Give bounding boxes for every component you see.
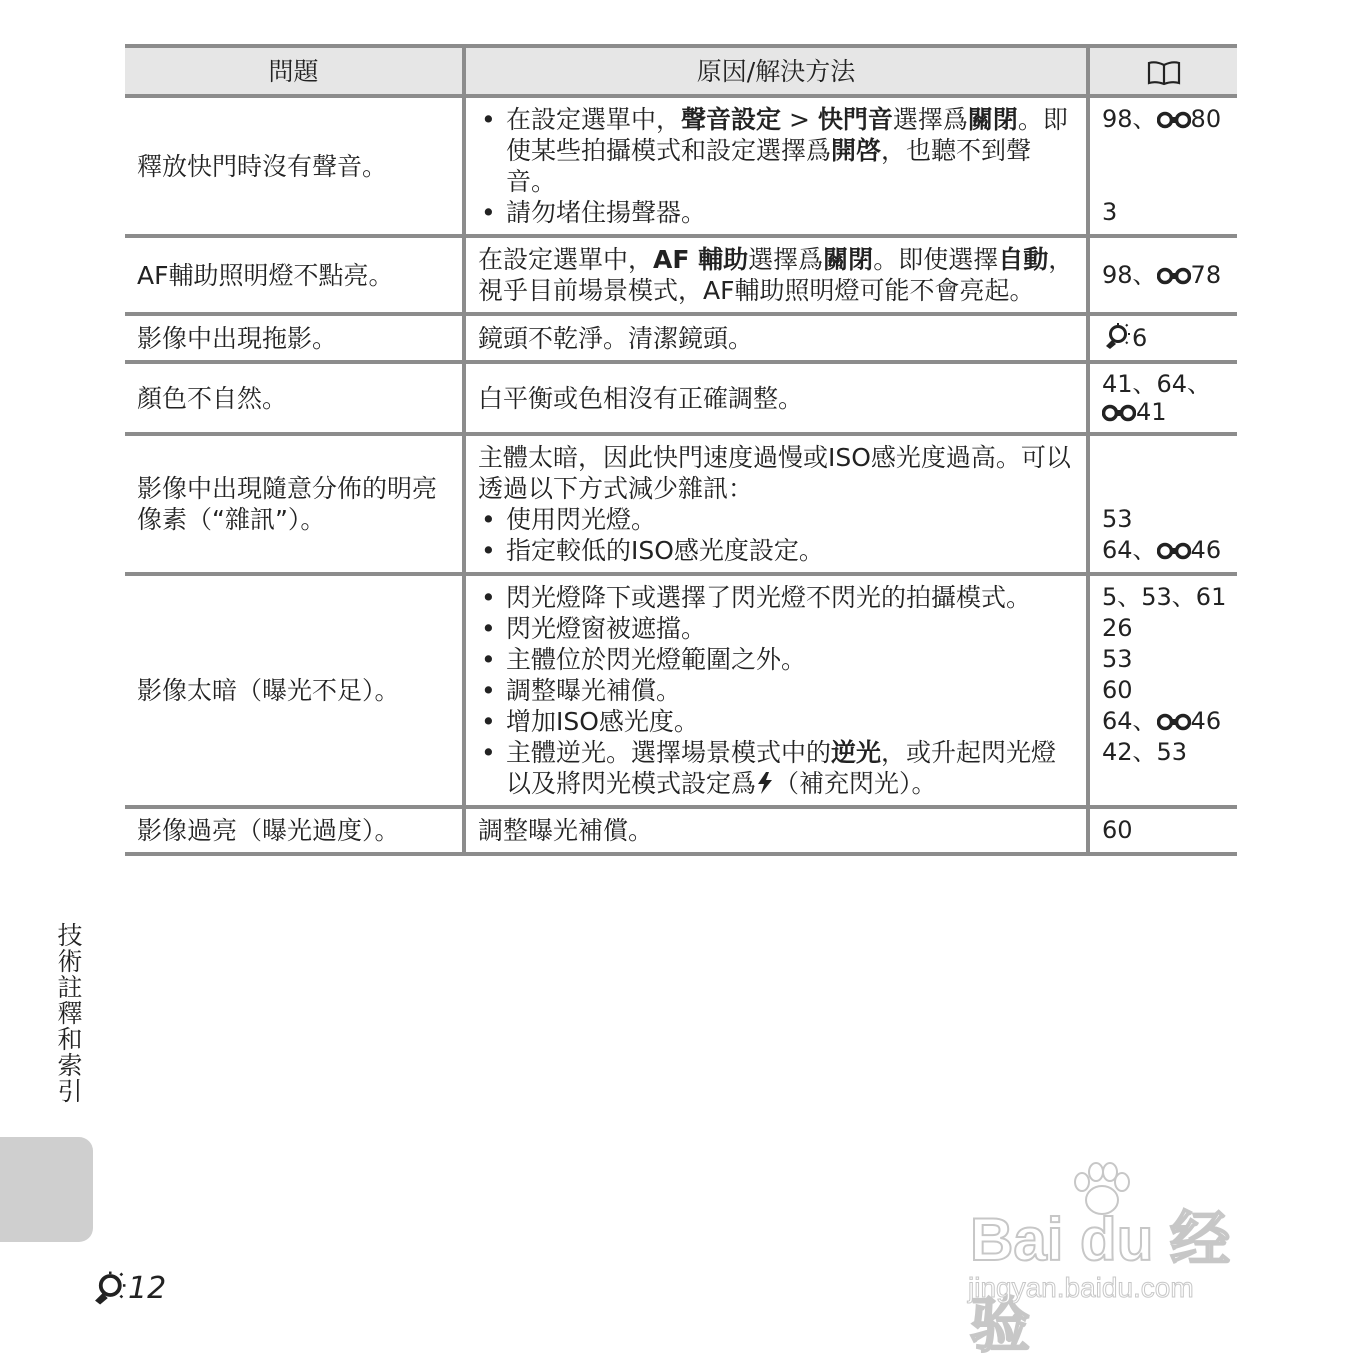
reference-link[interactable]: 60 — [1102, 816, 1133, 844]
reference-link-icon — [1157, 267, 1191, 285]
technical-notes-icon — [90, 1270, 128, 1306]
reference-cell — [1088, 236, 1237, 314]
watermark-brand: Bai du 经验 — [970, 1206, 1231, 1359]
cause-cell: 調整曝光補償。 — [464, 807, 1088, 854]
list-item: • 調整曝光補償。 — [478, 675, 1076, 706]
section-tab — [0, 1137, 93, 1242]
watermark-url: jingyan.baidu.com — [968, 1272, 1194, 1303]
table-row — [125, 314, 1237, 362]
page-number — [90, 1270, 166, 1306]
reference-link[interactable]: 42、53 — [1102, 738, 1188, 766]
reference-cell — [1088, 96, 1237, 236]
reference-link[interactable]: 53 — [1102, 505, 1133, 533]
book-icon — [1147, 60, 1181, 86]
reference-link[interactable]: 6 — [1102, 322, 1227, 354]
table-row — [125, 807, 1237, 854]
problem-cell: 影像中出現拖影。 — [125, 314, 464, 362]
reference-link-icon — [1102, 404, 1136, 422]
cause-cell — [464, 574, 1088, 807]
table-row — [125, 96, 1237, 236]
cause-intro: 主體太暗，因此快門速度過慢或ISO感光度過高。可以透過以下方式減少雜訊： — [478, 443, 1071, 503]
troubleshooting-table — [125, 44, 1237, 856]
list-item: • 增加ISO感光度。 — [478, 706, 1076, 737]
cause-cell — [464, 434, 1088, 574]
reference-link[interactable]: 53 — [1102, 645, 1133, 673]
list-item: • 請勿堵住揚聲器。 — [478, 197, 1076, 228]
table-row — [125, 434, 1237, 574]
reference-link-icon — [1157, 542, 1191, 560]
cause-cell: 鏡頭不乾淨。清潔鏡頭。 — [464, 314, 1088, 362]
fill-flash-icon — [756, 771, 774, 795]
reference-cell — [1088, 434, 1237, 574]
reference-cell — [1088, 574, 1237, 807]
cause-cell: 白平衡或色相沒有正確調整。 — [464, 362, 1088, 434]
table-header-row — [125, 46, 1237, 96]
table-row — [125, 574, 1237, 807]
problem-cell: 影像太暗（曝光不足）。 — [125, 574, 464, 807]
list-item: • 閃光燈窗被遮擋。 — [478, 613, 1076, 644]
problem-cell: AF輔助照明燈不點亮。 — [125, 236, 464, 314]
header-reference — [1088, 46, 1237, 96]
problem-cell: 顏色不自然。 — [125, 362, 464, 434]
problem-cell: 釋放快門時沒有聲音。 — [125, 96, 464, 236]
reference-link-icon — [1157, 713, 1191, 731]
reference-link[interactable]: 26 — [1102, 614, 1133, 642]
baidu-watermark — [962, 1160, 1282, 1359]
reference-cell — [1088, 807, 1237, 854]
list-item: • 指定較低的ISO感光度設定。 — [478, 535, 1076, 566]
technical-notes-icon — [1102, 322, 1132, 350]
reference-cell — [1088, 362, 1237, 434]
reference-link[interactable]: 41 — [1102, 398, 1227, 426]
reference-link[interactable]: 60 — [1102, 676, 1133, 704]
cause-cell: 在設定選單中，AF 輔助選擇爲關閉。即使選擇自動，視乎目前場景模式，AF輔助照明燈可能不會亮起。 — [464, 236, 1088, 314]
reference-link[interactable]: 64、 46 — [1102, 536, 1222, 564]
list-item: • 使用閃光燈。 — [478, 504, 1076, 535]
table-row — [125, 362, 1237, 434]
header-problem: 問題 — [125, 46, 464, 96]
list-item: • 在設定選單中，聲音設定 > 快門音選擇爲關閉。即使某些拍攝模式和設定選擇爲開啓，也聽不到聲音。 — [478, 104, 1076, 197]
problem-cell: 影像中出現隨意分佈的明亮像素（“雜訊”）。 — [125, 434, 464, 574]
cause-cell — [464, 96, 1088, 236]
table-row — [125, 236, 1237, 314]
problem-cell: 影像過亮（曝光過度）。 — [125, 807, 464, 854]
header-cause: 原因/解決方法 — [464, 46, 1088, 96]
list-item: • 主體逆光。選擇場景模式中的逆光，或升起閃光燈以及將閃光模式設定爲 （補充閃光）。 — [478, 737, 1076, 799]
reference-cell — [1088, 314, 1237, 362]
list-item: • 主體位於閃光燈範圍之外。 — [478, 644, 1076, 675]
reference-link[interactable]: 98、 80 — [1102, 105, 1222, 133]
reference-link[interactable]: 98、 78 — [1102, 260, 1222, 289]
reference-link[interactable]: 64、 46 — [1102, 707, 1222, 735]
list-item: • 閃光燈降下或選擇了閃光燈不閃光的拍攝模式。 — [478, 582, 1076, 613]
reference-link[interactable]: 41、64、 — [1102, 370, 1212, 398]
reference-link[interactable]: 3 — [1102, 198, 1118, 226]
reference-link-icon — [1157, 111, 1191, 129]
section-side-label: 技術註釋和索引 — [54, 922, 83, 1104]
reference-link[interactable]: 5、53、61 — [1102, 583, 1227, 611]
page-number-text: 12 — [128, 1270, 167, 1306]
